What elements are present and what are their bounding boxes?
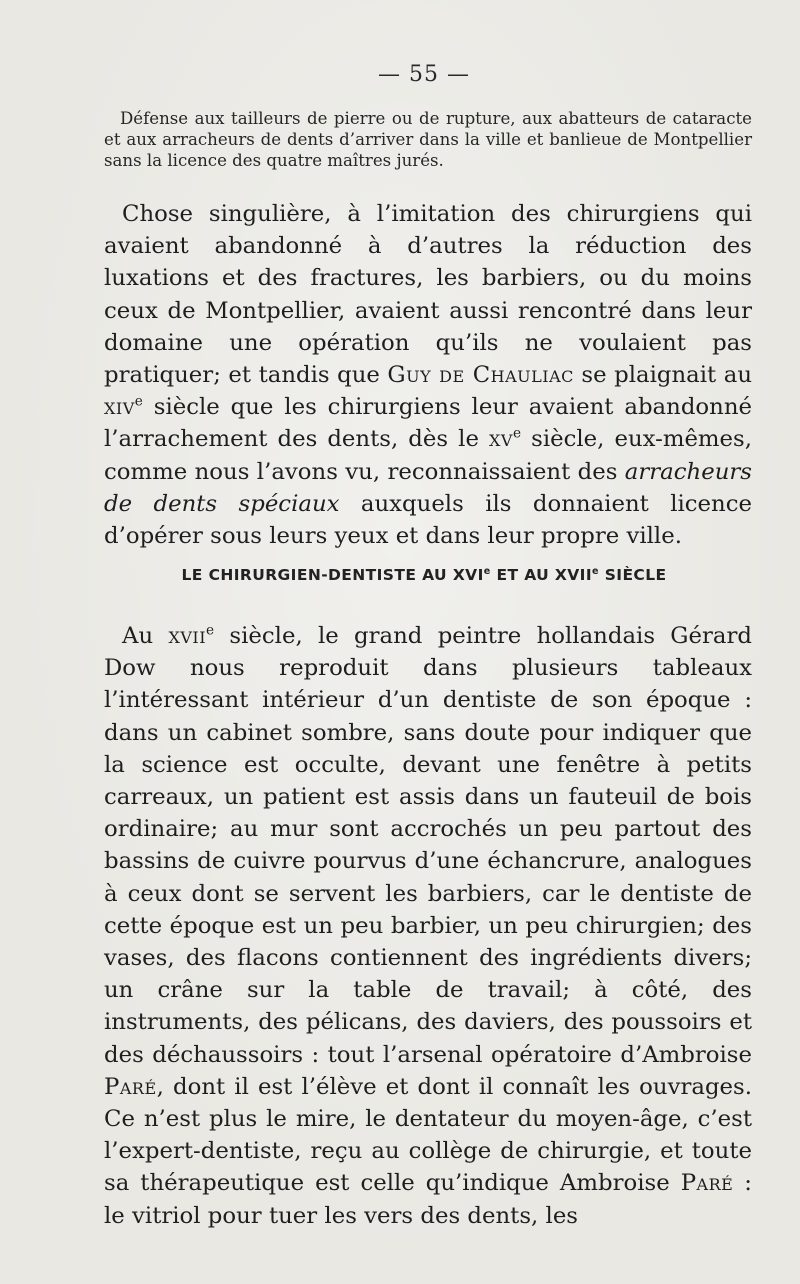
paragraph-1-text-d: siècle, eux-mêmes, comme nous l’avons vu, reconnaissaient des bbox=[104, 426, 752, 485]
paragraph-2-text-d: : le vitriol pour tuer les vers des dents, les bbox=[104, 1170, 752, 1229]
page-number: — 55 — bbox=[378, 62, 470, 87]
section-heading bbox=[0, 566, 800, 584]
author-name-guy-de-chauliac: Guy de Chauliac bbox=[387, 362, 574, 389]
paragraph-1 bbox=[104, 198, 752, 552]
author-name-pare-1: Paré bbox=[104, 1073, 157, 1100]
paragraph-1-text-a: Chose singulière, à l’imitation des chirurgiens qui avaient abandonné à d’autres la réduction des luxations et des fractures, les barbiers, ou du moins ceux de Montpellier, avaient aussi rencontré dans leur domaine une opération qu’ils ne voulaient pas pratiquer; et tandis que bbox=[104, 201, 752, 389]
heading-part-1: LE CHIRURGIEN-DENTISTE AU XVI bbox=[181, 566, 484, 584]
paragraph-1-text-e: auxquels ils donnaient licence d’opérer sous leurs yeux et dans leur propre ville. bbox=[104, 490, 752, 550]
paragraph-1-text-c: siècle que les chirurgiens leur avaient abandonné l’arrachement des dents, dès le bbox=[104, 394, 752, 453]
century-17-suffix: e bbox=[206, 622, 215, 639]
paragraph-2-text-b: siècle, le grand peintre hollandais Gérard Dow nous reproduit dans plusieurs tableaux l’intéressant intérieur d’un dentiste de son époque : dans un cabinet sombre, sans doute pour indiquer que la science est occulte, devant une fenêtre à petits carreaux, un patient est assis dans un fauteuil de bois ordinaire; au mur sont accrochés un peu partout des bassins de cuivre pourvus d’une échancrure, analogues à ceux dont se servent les barbiers, car le dentiste de cette époque est un peu barbier, un peu chirurgien; des vases, des flacons contiennent des ingrédients divers; un crâne sur la table de travail; à côté, des instruments, des pélicans, des daviers, des poussoirs et des déchaussoirs : tout l’arsenal opératoire d’Ambroise bbox=[104, 623, 752, 1068]
author-name-pare-2: Paré bbox=[680, 1170, 734, 1197]
century-17: xvii bbox=[168, 623, 207, 649]
paragraph-1-text-b: se plaignait au bbox=[573, 362, 752, 389]
footnote: Défense aux tailleurs de pierre ou de rupture, aux abatteurs de cataracte et aux arracheurs de dents d’arriver dans la ville et banlieue de Montpellier sans la licence des quatre maîtres jurés. bbox=[104, 109, 752, 170]
paragraph-2-text-a: Au bbox=[122, 623, 169, 649]
century-15: xv bbox=[489, 426, 513, 453]
heading-part-3: SIÈCLE bbox=[598, 566, 667, 584]
century-14: xiv bbox=[104, 394, 135, 421]
heading-sup-2: e bbox=[592, 565, 599, 577]
heading-part-2: ET AU XVII bbox=[490, 566, 592, 584]
paragraph-2 bbox=[104, 620, 752, 1232]
heading-sup-1: e bbox=[483, 565, 491, 577]
italic-phrase: arracheurs de dents spéciaux bbox=[104, 458, 752, 517]
century-15-suffix: e bbox=[512, 425, 522, 442]
paragraph-2-text-c: , dont il est l’élève et dont il connaît les ouvrages. Ce n’est plus le mire, le dentateur du moyen-âge, c’est l’expert-dentiste, reçu au collège de chirurgie, et toute sa thérapeutique est celle qu’indique Ambroise bbox=[104, 1073, 752, 1197]
century-14-suffix: e bbox=[134, 393, 143, 410]
